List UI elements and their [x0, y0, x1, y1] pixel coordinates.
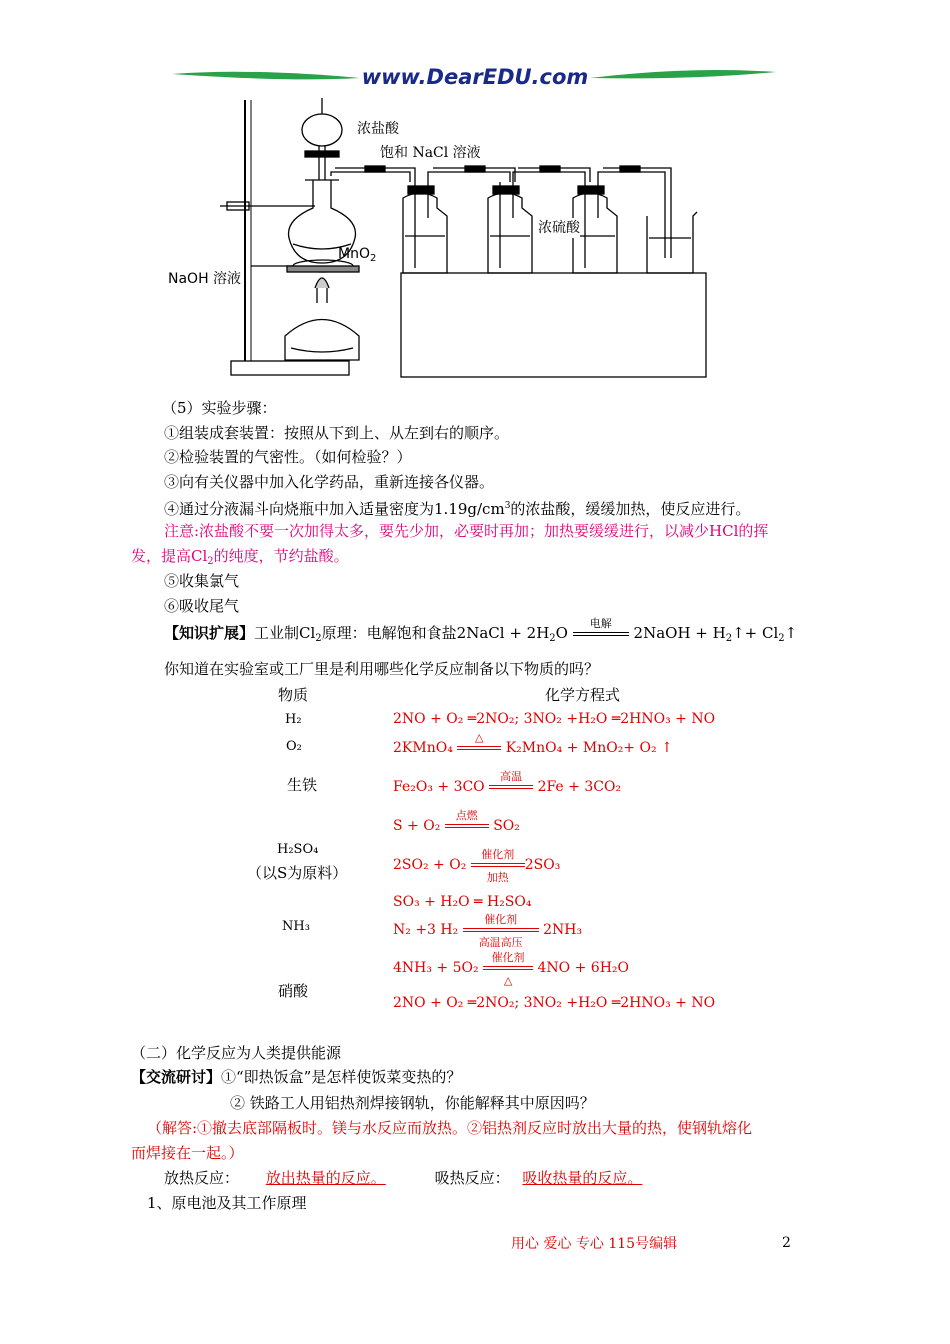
page-number: 2	[782, 1235, 791, 1251]
eq-h1-top: 催化剂	[491, 951, 525, 964]
eq-n1-bot: 高温高压	[478, 936, 523, 949]
eq-s-burn	[393, 809, 520, 836]
eq-line	[457, 746, 501, 747]
eq-s2-arrow	[471, 848, 525, 884]
eq-h1-bot: △	[503, 974, 513, 987]
knowledge-t3: O	[555, 624, 568, 642]
eq-line	[471, 866, 525, 867]
label-conc-hcl: 浓盐酸	[357, 121, 399, 137]
eq-line	[483, 969, 533, 970]
exo-answer-text: 放出热量的反应。	[265, 1169, 386, 1187]
substance-iron: 生铁	[287, 776, 318, 794]
endo-answer-text: 吸收热量的反应。	[522, 1169, 643, 1187]
eq-so3: SO₃ + H₂O ═ H₂SO₄	[393, 894, 532, 910]
answer-line-1: （解答:①撤去底部隔板时。镁与水反应而放热。②铝热剂反应时放出大量的热，使钢轨熔化	[147, 1119, 753, 1137]
eq-o2-left: 2KMnO₄	[393, 740, 453, 756]
substance-hno3: 硝酸	[278, 982, 309, 1000]
eq-o2-cond: △	[475, 731, 484, 744]
eq-line	[445, 827, 489, 828]
apparatus-drawing	[165, 98, 710, 383]
eq-nh3-ox	[393, 951, 629, 987]
eq-no2: 2NO + O₂ ═2NO₂; 3NO₂ +H₂O ═2HNO₃ + NO	[393, 995, 716, 1011]
steps-title: （5）实验步骤：	[162, 399, 277, 417]
note-2-a: 发，提高Cl	[131, 547, 208, 565]
label-nacl: 饱和 NaCl 溶液	[380, 145, 481, 161]
discussion-head: 【交流研讨】	[131, 1068, 222, 1086]
eq-n1-right: 2NH₃	[543, 922, 583, 938]
eq-s2-top: 催化剂	[481, 848, 515, 861]
note-2-b: 的纯度，节约盐酸。	[213, 547, 349, 565]
knowledge-t1: 工业制Cl	[254, 624, 316, 642]
electrolysis-arrow	[573, 617, 629, 644]
apparatus-diagram	[165, 98, 710, 383]
step-3: ③向有关仪器中加入化学药品，重新连接各仪器。	[164, 473, 495, 491]
step-4	[164, 496, 750, 519]
knowledge-prod3: ↑	[784, 624, 798, 642]
exo-label: 放热反应：	[164, 1169, 240, 1187]
eq-h2: 2NO + O₂ ═2NO₂; 3NO₂ +H₂O ═2HNO₃ + NO	[393, 711, 716, 727]
eq-o2-arrow	[457, 731, 501, 758]
eq-o2	[393, 731, 673, 758]
step-5: ⑤收集氯气	[164, 572, 240, 590]
knowledge-psub: 2	[725, 633, 733, 644]
col-header-substance: 物质	[278, 686, 309, 704]
site-logo-text: www.DearEDU.com	[361, 65, 589, 89]
label-naoh: NaOH 溶液	[168, 271, 242, 287]
substance-o2: O₂	[286, 739, 302, 754]
eq-s1-arrow	[445, 809, 489, 836]
eq-line	[489, 788, 533, 789]
question: 你知道在实验室或工厂里是利用哪些化学反应制备以下物质的吗？	[164, 660, 600, 678]
item-galvanic-cell: 1、原电池及其工作原理	[147, 1194, 307, 1212]
col-header-equation: 化学方程式	[545, 686, 621, 704]
endo-answer	[514, 1168, 662, 1188]
knowledge-prod: 2NaOH + H	[633, 624, 726, 642]
note-line-2	[131, 546, 349, 572]
eq-nh3	[393, 913, 583, 949]
eq-h1-right: 4NO + 6H₂O	[537, 960, 629, 976]
step-4-sup: 3	[504, 501, 511, 511]
eq-line	[471, 863, 525, 864]
discussion-q1	[131, 1067, 461, 1087]
answer-line-2: 而焊接在一起。）	[131, 1144, 244, 1162]
substance-h2so4-note: （以S为原料）	[247, 864, 348, 882]
eq-iron	[393, 770, 622, 797]
eq-iron-cond: 高温	[500, 770, 523, 783]
step-2: ②检验装置的气密性。（如何检验？）	[164, 448, 412, 466]
eq-line	[489, 785, 533, 786]
eq-line	[445, 824, 489, 825]
knowledge-line	[164, 617, 798, 649]
substance-h2so4: H₂SO₄	[277, 842, 319, 857]
substance-h2: H₂	[285, 712, 302, 727]
mno2-sub: 2	[369, 253, 377, 264]
eq-line	[463, 928, 539, 929]
step-6: ⑥吸收尾气	[164, 597, 240, 615]
eq-o2-right: K₂MnO₄ + MnO₂+ O₂ ↑	[505, 740, 673, 756]
eq-h1-left: 4NH₃ + 5O₂	[393, 960, 479, 976]
eq-line	[573, 635, 629, 636]
eq-s2-right: 2SO₃	[524, 857, 561, 873]
label-h2so4: 浓硫酸	[538, 220, 580, 236]
eq-line	[463, 931, 539, 932]
eq-iron-arrow	[489, 770, 533, 797]
knowledge-t1-sub: 2	[315, 633, 322, 644]
footer-text: 用心 爱心 专心 115号编辑	[511, 1236, 678, 1252]
label-mno2	[338, 244, 376, 269]
eq-h1-arrow	[483, 951, 533, 987]
eq-s2-left: 2SO₂ + O₂	[393, 857, 467, 873]
eq-so2-ox	[393, 848, 561, 884]
discussion-q1-text: ①“即热饭盒”是怎样使饭菜变热的？	[221, 1068, 462, 1086]
mno2-text: MnO	[338, 246, 370, 262]
knowledge-head: 【知识扩展】	[164, 624, 255, 642]
eq-s2-bot: 加热	[486, 871, 509, 884]
note-line-1: 注意:浓盐酸不要一次加得太多，要先少加，必要时再加；加热要缓缓进行，以减少HCl的挥	[164, 522, 769, 540]
eq-iron-right: 2Fe + 3CO₂	[537, 779, 622, 795]
header-banner	[170, 62, 780, 96]
knowledge-t2-sub: 2	[549, 633, 556, 644]
section2-title: （二）化学反应为人类提供能源	[131, 1044, 342, 1062]
note-2-sub: 2	[207, 556, 214, 567]
knowledge-p2sub: 2	[778, 633, 785, 644]
eq-s1-cond: 点燃	[455, 809, 478, 822]
step-1: ①组装成套装置：按照从下到上、从左到右的顺序。	[164, 424, 510, 442]
eq-n1-left: N₂ +3 H₂	[393, 922, 459, 938]
eq-iron-left: Fe₂O₃ + 3CO	[393, 779, 485, 795]
step-4-text-b: 的浓盐酸，缓缓加热，使反应进行。	[510, 500, 751, 518]
endo-label: 吸热反应：	[434, 1169, 510, 1187]
eq-n1-arrow	[463, 913, 539, 949]
discussion-q2: ② 铁路工人用铝热剂焊接钢轨，你能解释其中原因吗？	[230, 1094, 595, 1112]
reaction-types	[164, 1168, 662, 1188]
eq-s1-left: S + O₂	[393, 818, 441, 834]
electrolysis-cond: 电解	[589, 617, 612, 630]
eq-line	[483, 966, 533, 967]
knowledge-prod2: ↑+ Cl	[732, 624, 779, 642]
substance-nh3: NH₃	[282, 919, 310, 934]
eq-s1-right: SO₂	[493, 818, 520, 834]
exo-answer	[244, 1168, 408, 1188]
step-4-text-a: ④通过分液漏斗向烧瓶中加入适量密度为1.19g/cm	[164, 500, 505, 518]
eq-line	[457, 749, 501, 750]
knowledge-t2: 原理：电解饱和食盐2NaCl + 2H	[321, 624, 550, 642]
eq-n1-top: 催化剂	[484, 913, 518, 926]
eq-line	[573, 632, 629, 633]
